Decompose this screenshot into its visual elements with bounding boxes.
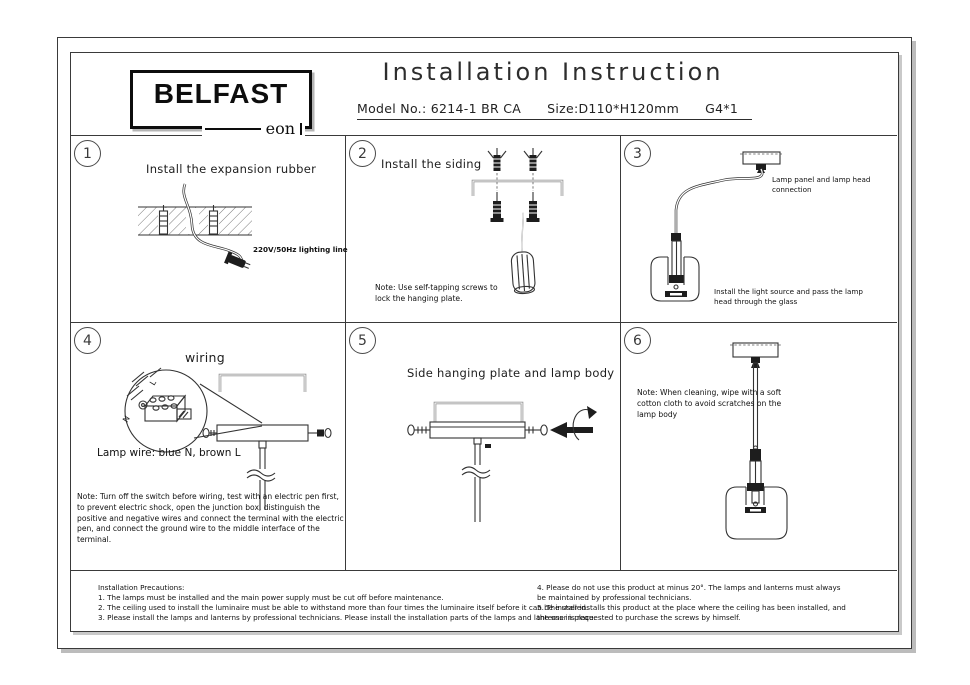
step-6-note: Note: When cleaning, wipe with a soft cotton cloth to avoid scratches on the lamp body (637, 388, 782, 419)
step-1-title: Install the expansion rubber (146, 162, 317, 176)
step-1-badge: 1 (74, 140, 101, 167)
push-arrow-icon (550, 422, 593, 438)
bulb-spec: G4*1 (705, 101, 739, 116)
light-source-label: Install the light source and pass the lamp head through the glass (714, 287, 863, 307)
connection-label: Lamp panel and lamp head connection (772, 175, 871, 195)
step-5-panel (345, 322, 620, 570)
step-6-badge: 6 (624, 327, 651, 354)
step-1-panel (70, 135, 348, 322)
screwdriver-icon (508, 212, 536, 294)
step-3-panel (620, 135, 897, 322)
step-5-badge: 5 (349, 327, 376, 354)
hanging-plate-drawing (345, 322, 620, 570)
step-2-title: Install the siding (381, 157, 482, 171)
step-2-badge: 2 (349, 140, 376, 167)
precaution-item: 5. The user installs this product at the place where the ceiling has been installed, and the user is requested to purchase the screws by himself. (537, 602, 846, 622)
step-4-badge: 4 (74, 327, 101, 354)
model-number: Model No.: 6214-1 BR CA (357, 101, 522, 116)
footer-divider (70, 570, 897, 571)
voltage-label: 220V/50Hz lighting line (253, 245, 348, 254)
size-spec: Size:D110*H120mm (547, 101, 680, 116)
svg-text:L: L (148, 378, 159, 388)
precaution-item: 2. The ceiling used to install the luminaire must be able to withstand more than four times the luminaire itself before it can be installed. (98, 602, 589, 612)
precautions-heading: Installation Precautions: (98, 583, 185, 592)
brand-logo (130, 70, 312, 138)
model-line (357, 101, 752, 120)
screw-icon (527, 192, 540, 222)
precaution-item: 1. The lamps must be installed and the main power supply must be cut off before maintenance. (98, 592, 444, 602)
logo-tick (300, 123, 302, 135)
finished-lamp-drawing (620, 322, 897, 570)
page-title: Installation Instruction (382, 58, 724, 86)
expansion-anchor-icon (488, 148, 506, 171)
precaution-item: 4. Please do not use this product at minus 20°. The lamps and lanterns must always be maintained by professional technicians. (537, 583, 841, 602)
lamp-wire-label: Lamp wire: blue N, brown L (97, 447, 241, 459)
step-5-title: Side hanging plate and lamp body (407, 366, 615, 380)
expansion-anchor-icon (524, 148, 542, 171)
logo-dash (205, 128, 261, 130)
screw-icon (308, 429, 331, 438)
step-6-panel (620, 322, 897, 570)
step-4-panel (70, 322, 345, 570)
rotate-arrow-icon (573, 406, 597, 440)
brand-sub-text: eon (265, 119, 295, 138)
screw-icon (408, 425, 430, 435)
step-4-title: wiring (185, 350, 225, 365)
screw-icon (491, 192, 504, 222)
screw-icon (525, 425, 547, 435)
precaution-item: 3. Please install the lamps and lanterns by professional technicians. Please install the installation parts of the lamps and lanterns in place. (98, 612, 596, 622)
step-4-note: Note: Turn off the switch before wiring, test with an electric pen first, to prevent electric shock, open the junction box, distinguish the positive and negative wires and connect the terminal with the electric pen, and connect the ground wire to the middle interface of the terminal. (77, 492, 344, 545)
precautions-left (98, 583, 596, 623)
brand-name: BELFAST (153, 78, 289, 109)
expansion-rubber-drawing (70, 135, 345, 322)
step-3-badge: 3 (624, 140, 651, 167)
svg-text:N: N (121, 414, 132, 425)
step-2-panel (345, 135, 620, 322)
step-2-note: Note: Use self-tapping screws to lock the hanging plate. (375, 283, 498, 303)
precautions-right (537, 583, 849, 623)
